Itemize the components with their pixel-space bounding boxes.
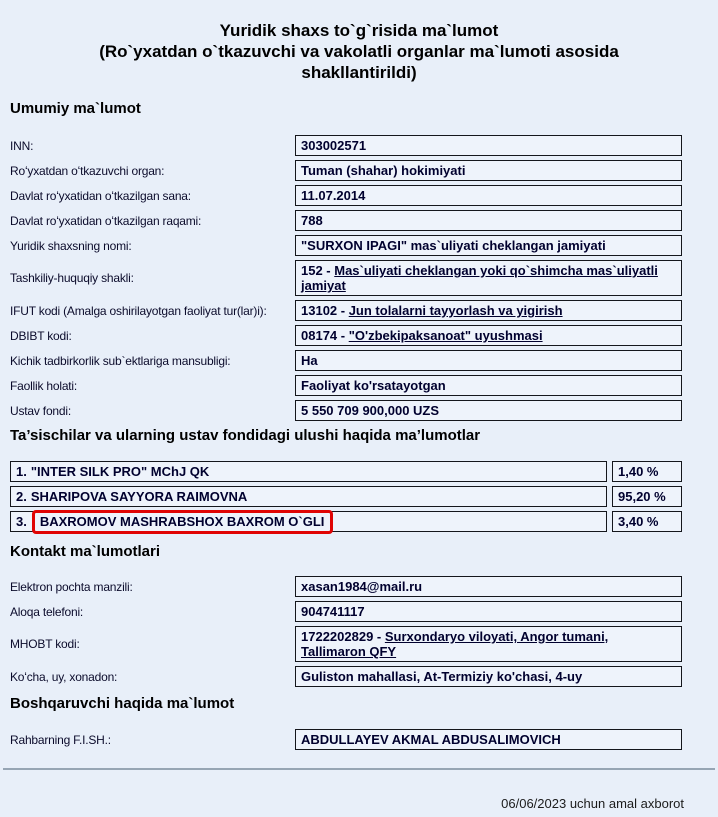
field-value-box: ABDULLAYEV AKMAL ABDUSALIMOVICH (295, 729, 682, 750)
row-registering-organ (10, 160, 682, 181)
legal-entity-info-page (0, 20, 718, 811)
field-label: Kichik tadbirkorlik sub`ektlariga mansubligi: (10, 353, 231, 368)
row-phone (10, 601, 682, 622)
field-value-box (295, 260, 682, 296)
row-inn (10, 135, 682, 156)
field-label: Davlat roʻyxatidan oʻtkazilgan raqami: (10, 213, 202, 228)
row-manager-name (10, 729, 682, 750)
value-prefix: 08174 - (301, 328, 349, 343)
field-label: INN: (10, 138, 34, 153)
page-title (0, 20, 718, 83)
row-address (10, 666, 682, 687)
field-value-box (295, 300, 682, 321)
founder-share-cell: 3,40 % (612, 511, 682, 532)
founder-name: "INTER SILK PRO" MChJ QK (30, 464, 210, 479)
row-registration-number (10, 210, 682, 231)
field-label: Ustav fondi: (10, 403, 71, 418)
field-label: Faollik holati: (10, 378, 78, 393)
field-value-box (295, 626, 682, 662)
field-label: Aloqa telefoni: (10, 604, 84, 619)
value-prefix: 1722202829 - (301, 629, 385, 644)
row-registration-date (10, 185, 682, 206)
field-label: DBIBT kodi: (10, 328, 72, 343)
founder-name-cell (10, 461, 607, 482)
footer-note: 06/06/2023 uchun amal axborot (501, 796, 684, 811)
row-small-business (10, 350, 682, 371)
value-prefix: 152 - (301, 263, 335, 278)
row-charter-fund (10, 400, 682, 421)
founder-row-3 (10, 511, 682, 532)
section-heading-manager: Boshqaruvchi haqida ma`lumot (10, 695, 235, 712)
row-dbibt-code (10, 325, 682, 346)
legal-form-link[interactable]: Mas`uliyati cheklangan yoki qo`shimcha mas`uliyatli jamiyat (301, 263, 658, 293)
founder-name-cell (10, 486, 607, 507)
field-label: MHOBT kodi: (10, 637, 80, 651)
field-label: Yuridik shaxsning nomi: (10, 238, 132, 253)
field-value-box: Tuman (shahar) hokimiyati (295, 160, 682, 181)
section-heading-founders: Ta’sischilar va ularning ustav fondidagi ulushi haqida ma’lumotlar (10, 427, 481, 444)
page-title-line1: Yuridik shaxs to`g`risida ma`lumot (219, 21, 499, 40)
field-label: Tashkiliy-huquqiy shakli: (10, 271, 134, 285)
value-prefix: 13102 - (301, 303, 349, 318)
row-legal-form (10, 260, 682, 296)
mhobt-link[interactable]: Surxondaryo viloyati, Angor tumani, Tallimaron QFY (301, 629, 609, 659)
field-label: Roʻyxatdan oʻtkazuvchi organ: (10, 163, 165, 178)
field-value-box: xasan1984@mail.ru (295, 576, 682, 597)
row-mhobt-code (10, 626, 682, 662)
field-label: IFUT kodi (Amalga oshirilayotgan faoliyat tur(lar)i): (10, 303, 267, 318)
field-value-box: 11.07.2014 (295, 185, 682, 206)
row-activity-status (10, 375, 682, 396)
row-entity-name (10, 235, 682, 256)
dbibt-link[interactable]: "O'zbekipaksanoat" uyushmasi (348, 328, 543, 343)
section-heading-contact: Kontakt ma`lumotlari (10, 543, 161, 560)
field-label: Koʻcha, uy, xonadon: (10, 669, 118, 684)
founder-name-cell (10, 511, 607, 532)
field-value-box: "SURXON IPAGI" mas`uliyati cheklangan jamiyati (295, 235, 682, 256)
field-value-box: 303002571 (295, 135, 682, 156)
field-value-box: 5 550 709 900,000 UZS (295, 400, 682, 421)
field-label: Elektron pochta manzili: (10, 579, 133, 594)
founder-share-cell: 95,20 % (612, 486, 682, 507)
field-label: Davlat roʻyxatidan oʻtkazilgan sana: (10, 188, 191, 203)
field-value-box (295, 325, 682, 346)
page-title-line2: (Ro`yxatdan o`tkazuvchi va vakolatli organlar ma`lumoti asosida shakllantirildi) (99, 42, 619, 82)
founder-row-1 (10, 461, 682, 482)
footer-divider (3, 768, 715, 770)
field-value-box: 904741117 (295, 601, 682, 622)
founder-number: 2. (16, 489, 27, 504)
field-value-box: Ha (295, 350, 682, 371)
founder-number: 1. (16, 464, 27, 479)
section-heading-general: Umumiy ma`lumot (10, 100, 141, 117)
field-value-box: Faoliyat ko'rsatayotgan (295, 375, 682, 396)
row-email (10, 576, 682, 597)
row-ifut-code (10, 300, 682, 321)
founder-name: SHARIPOVA SAYYORA RAIMOVNA (30, 489, 248, 504)
founder-number: 3. (16, 514, 27, 529)
field-label: Rahbarning F.I.SH.: (10, 732, 111, 747)
ifut-activity-link[interactable]: Jun tolalarni tayyorlash va yigirish (348, 303, 563, 318)
annotation-highlight-box: BAXROMOV MASHRABSHOX BAXROM O`GLI (32, 510, 334, 534)
page-content (0, 100, 718, 750)
field-value-box: 788 (295, 210, 682, 231)
field-value-box: Guliston mahallasi, At-Termiziy ko'chasi, 4-uy (295, 666, 682, 687)
founder-row-2 (10, 486, 682, 507)
founder-share-cell: 1,40 % (612, 461, 682, 482)
